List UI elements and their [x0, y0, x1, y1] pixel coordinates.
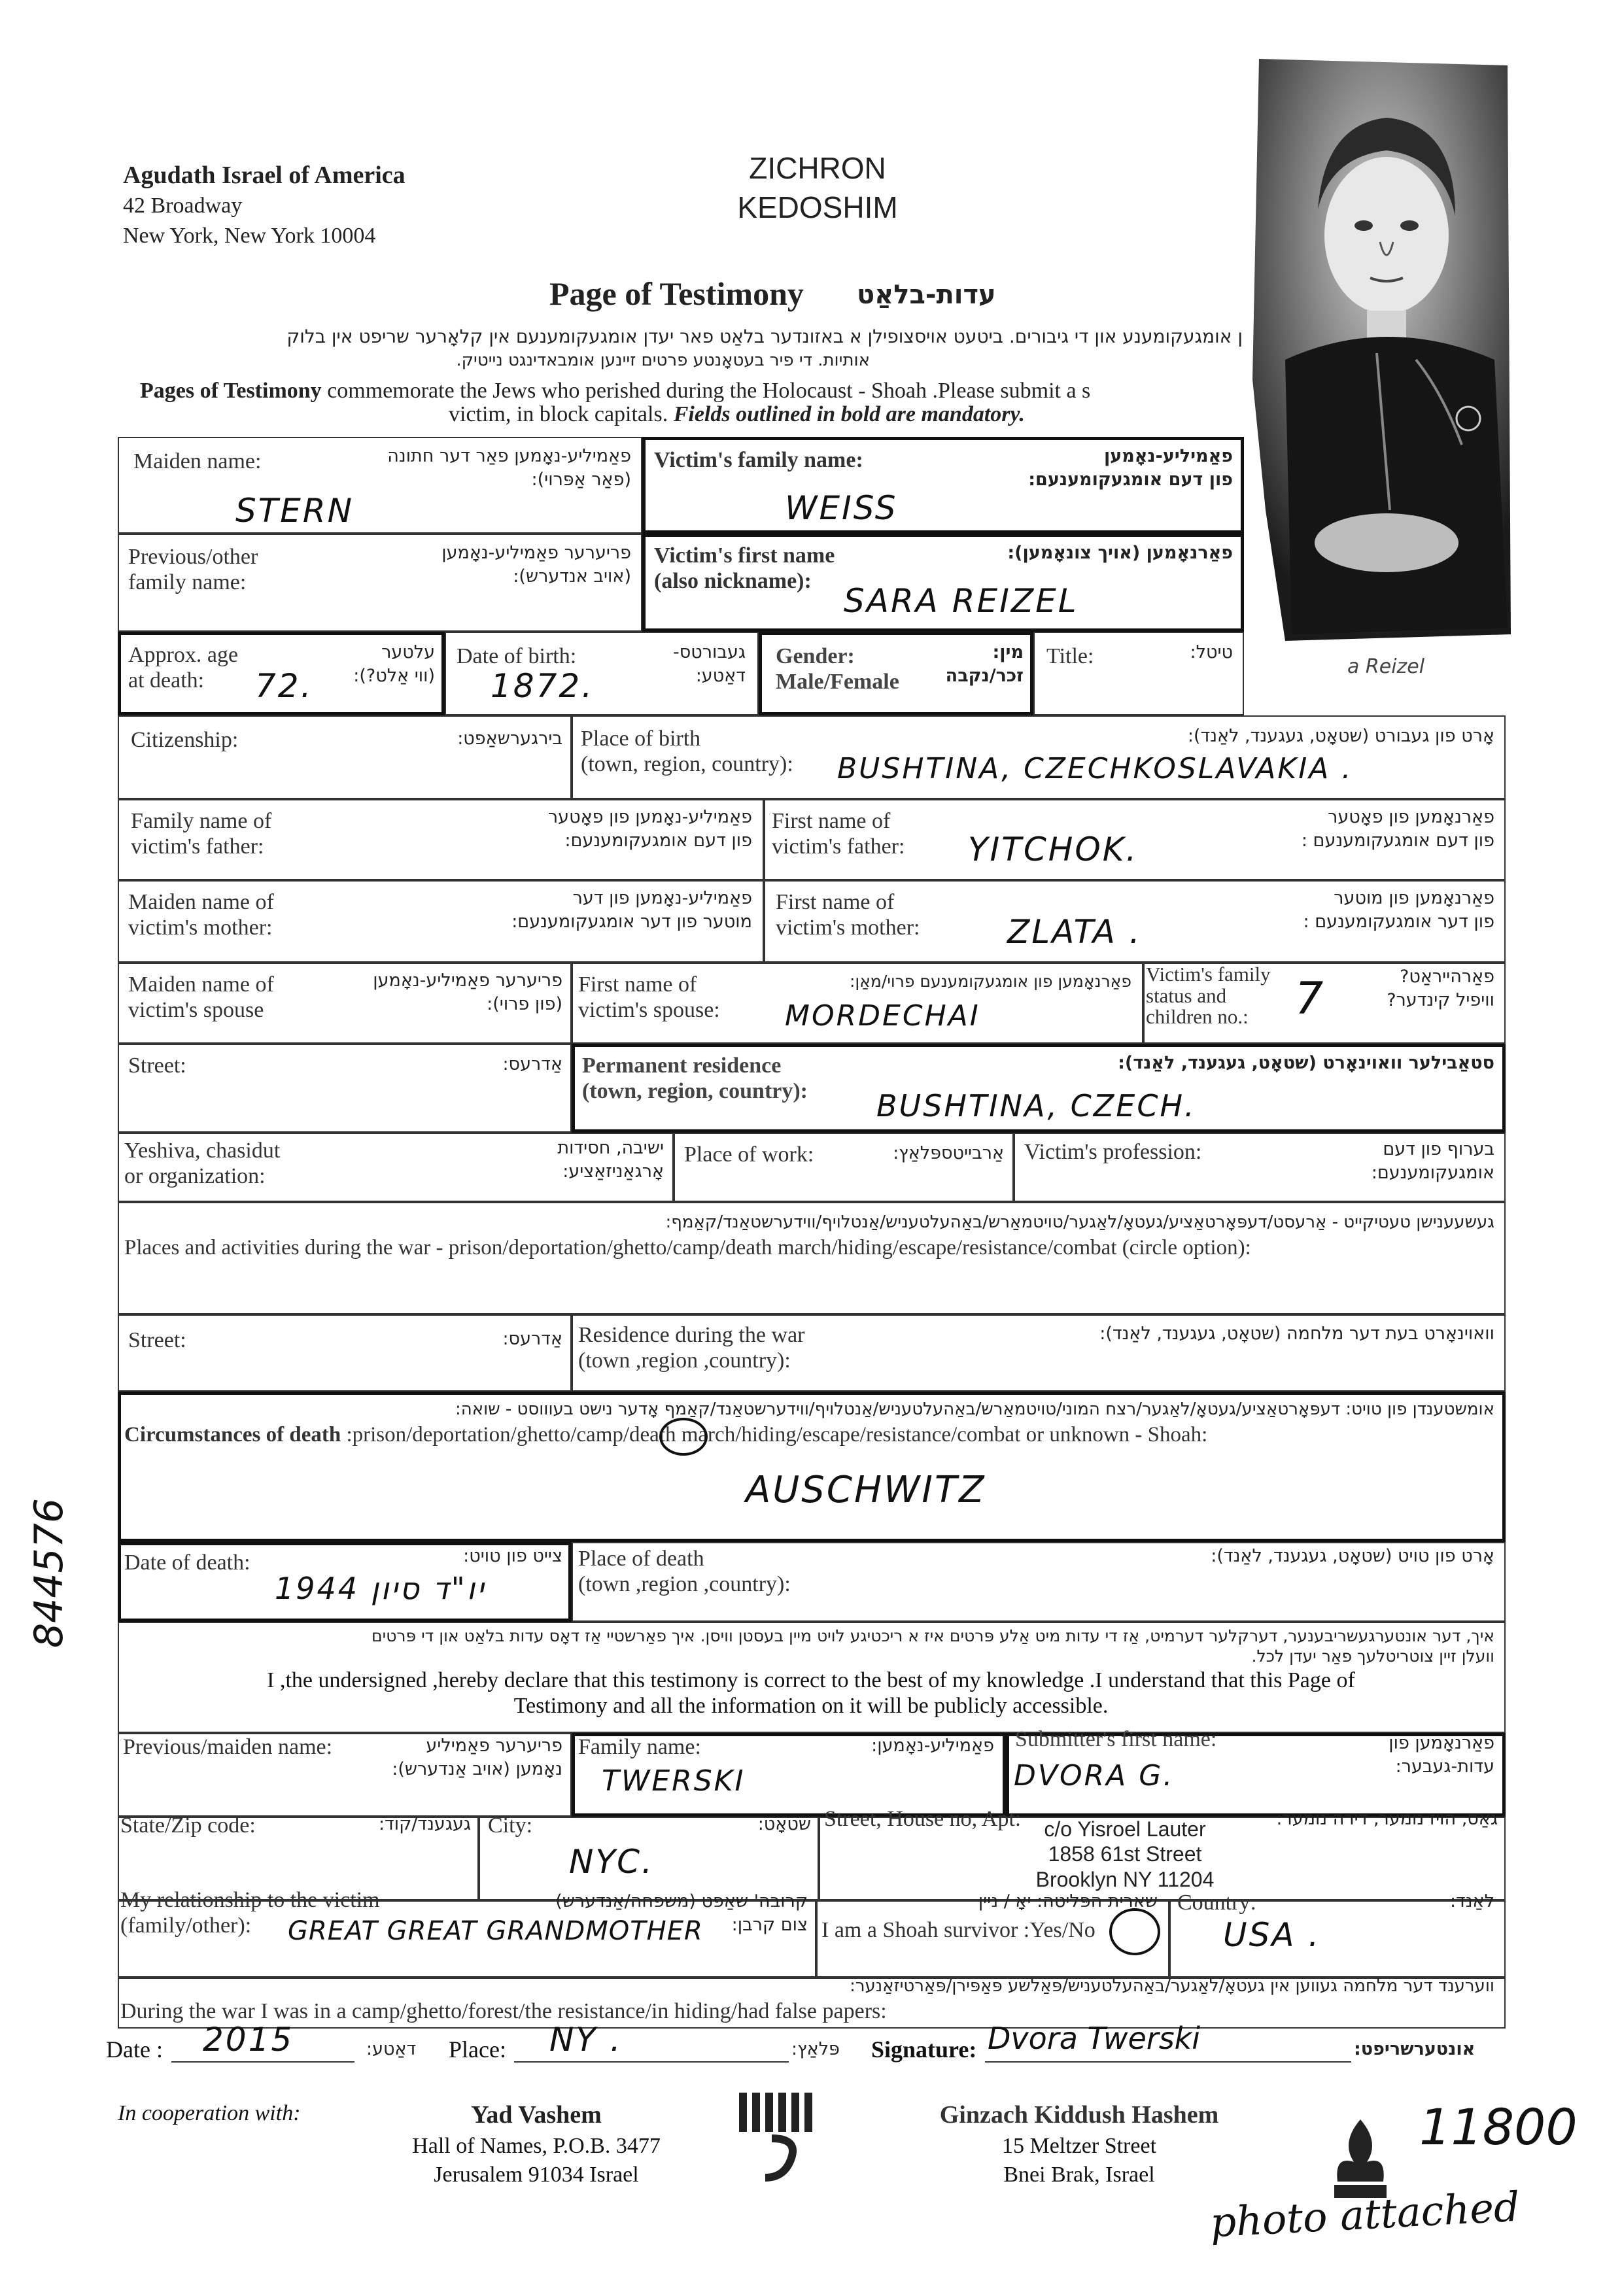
family-name-value[interactable]: WEISS [785, 489, 898, 527]
father-first-value[interactable]: YITCHOK. [968, 831, 1139, 868]
house-label-he: גאַס, הויז נומער, דירה נומער: [1276, 1809, 1498, 1829]
war-residence-label: Residence during the war (town ,region ,country): [578, 1323, 805, 1373]
page-title-hebrew: עדות-בלאַט [857, 280, 996, 310]
ginzach-title: Ginzach Kiddush Hashem [939, 2101, 1219, 2129]
family-status-label: Victim's family status and children no.: [1146, 963, 1271, 1029]
dob-label: Date of birth: [457, 644, 577, 668]
yad-vashem-title: Yad Vashem [471, 2101, 602, 2129]
org-name: Agudath Israel of America [123, 162, 406, 189]
pod-label-he: אָרט פון טויט (שטאָט, געגענד, לאַנד): [1211, 1546, 1494, 1566]
intro-bold-text: Pages of Testimony [140, 379, 322, 403]
intro-english-2 [449, 402, 1025, 427]
cooperation-label: In cooperation with: [118, 2101, 301, 2125]
intro-hebrew-1: ן אומגעקומענע און די גיבורים. ביטעט אויסצופילן א באזונדער בלאַט פאר יעדן אומגעקומענעם אין קלאָרער שריפט אין בלוק [286, 326, 1243, 347]
place-line [514, 2061, 789, 2063]
intro-text-2: victim, in block capitals. [449, 402, 674, 426]
first-name-value[interactable]: SARA REIZEL [844, 582, 1078, 620]
yeshiva-label: Yeshiva, chasidut or organization: [124, 1139, 281, 1189]
father-family-label: Family name of victim's father: [131, 809, 272, 859]
side-handwritten-number: 844576 [26, 1498, 72, 1648]
signature-label: Signature: [871, 2036, 977, 2063]
submitter-family-value[interactable]: TWERSKI [602, 1764, 746, 1798]
handwritten-photo-note: photo attached [1209, 2182, 1521, 2247]
during-war-label: During the war I was in a camp/ghetto/forest/the resistance/in hiding/had false papers: [120, 1999, 887, 2023]
stamp-line2: 1858 61st Street [1048, 1842, 1202, 1866]
intro-mandatory-note: Fields outlined in bold are mandatory. [673, 402, 1025, 426]
perm-residence-value[interactable]: BUSHTINA, CZECH. [876, 1088, 1196, 1123]
title-label: Title: [1046, 644, 1094, 668]
circumstances-label-he: אומשטענדן פון טויט: דעפּאָרטאַציע/געטאָ/לאַגער/רצח המוני/טויטמאַרש/באַהעלטעניש/אַנטלויף/ווידערשטאַנד/קאַמף אָדער נישט בעוווסט - שואה: [455, 1399, 1494, 1419]
submitter-first-value[interactable]: DVORA G. [1014, 1759, 1175, 1792]
family-name-label-he: פאַמיליע-נאָמען פון דעם אומגעקומענעם: [1028, 446, 1233, 490]
mother-first-value[interactable]: ZLATA . [1007, 913, 1142, 951]
page-title: Page of Testimony [549, 275, 804, 312]
father-first-label-he: פאַרנאָמען פון פאָטער פון דעם אומגעקומענעם : [1301, 807, 1494, 851]
work-label: Place of work: [684, 1142, 814, 1167]
relationship-label-he: קרובה' שאַפט (משפחה/אַנדערש) צום קרבן: [555, 1891, 808, 1936]
declaration-hebrew: איך, דער אונטערגעשריבענער, דערקלער דערמיט, אַז די עדות מיט אַלע פּרטים איז א ריכטיגע לויט מיין בעסטן וויסן. איך פאַרשטיי אַז דאָס עדות בלאַט און די פּרטים וועלן זיין צוטריטלעך פאַר יעדן לכל. [371, 1626, 1494, 1666]
first-name-label-he: פאַרנאָמען (אויך צונאָמען): [1007, 543, 1233, 563]
submitter-first-label-he: פאַרנאָמען פון עדות-געבער: [1389, 1733, 1494, 1777]
spouse-first-label-he: פאַרנאָמען פון אומגעקומענעם פרוי/מאַן: [849, 972, 1131, 991]
intro-text: commemorate the Jews who perished during the Holocaust - Shoah .Please submit a s [321, 379, 1091, 403]
family-status-value[interactable]: 7 [1295, 973, 1326, 1025]
circumstances-title: Circumstances of death [124, 1423, 341, 1447]
pob-label-he: אָרט פון געבורט (שטאָט, געגענד, לאַנד): [1187, 726, 1494, 746]
signature-value[interactable]: Dvora Twerski [988, 2021, 1201, 2056]
country-label: Country: [1177, 1891, 1256, 1915]
yad-vashem-address2: Jerusalem 91034 Israel [434, 2163, 639, 2187]
spouse-maiden-label: Maiden name of victim's spouse [128, 972, 274, 1023]
survivor-label-he: שארית הפּליטה: יאָ / ניין [978, 1891, 1158, 1911]
relationship-value[interactable]: GREAT GREAT GRANDMOTHER [288, 1916, 703, 1946]
org-address-line1: 42 Broadway [123, 194, 243, 218]
first-name-label: Victim's first name (also nickname): [654, 543, 835, 594]
citizenship-label-he: בירגערשאַפט: [457, 728, 562, 749]
maiden-name-value[interactable]: STERN [235, 492, 354, 530]
date-value[interactable]: 2015 [203, 2021, 294, 2059]
ginzach-address2: Bnei Brak, Israel [1003, 2163, 1155, 2187]
spouse-maiden-label-he: פריערער פאַמיליע-נאָמען (פון פרוי): [373, 970, 562, 1015]
flame-icon [1328, 2116, 1393, 2201]
pod-label: Place of death (town ,region ,country): [578, 1547, 791, 1597]
maiden-name-label: Maiden name: [133, 449, 262, 473]
submitter-family-label-he: פאַמיליע-נאָמען: [871, 1736, 994, 1756]
place-label: Place: [449, 2036, 506, 2063]
org-address-line2: New York, New York 10004 [123, 224, 376, 248]
mother-first-label: First name of victim's mother: [776, 890, 920, 940]
place-label-he: פּלאַץ: [791, 2039, 840, 2059]
date-label-he: דאַטע: [366, 2039, 417, 2059]
dob-label-he: געבורטס- דאַטע: [672, 642, 746, 687]
family-name-label: Victim's family name: [654, 448, 863, 472]
work-label-he: אַרבייטספּלאַץ: [893, 1143, 1004, 1163]
pob-label: Place of birth (town, region, country): [581, 727, 793, 777]
citizenship-label: Citizenship: [131, 728, 239, 752]
signature-line [985, 2061, 1351, 2063]
age-label: Approx. age at death: [128, 643, 239, 693]
street-label-he: אַדרעס: [502, 1054, 562, 1074]
portrait-photo-image [1246, 52, 1514, 654]
circumstances-options: :prison/deportation/ghetto/camp/death march/hiding/escape/resistance/combat or unknown - Shoah: [341, 1423, 1208, 1447]
yad-vashem-logo [733, 2086, 831, 2184]
handwritten-number: 11800 [1419, 2098, 1578, 2156]
gender-label: Gender: Male/Female [776, 644, 899, 694]
camp-circle-mark [659, 1418, 708, 1456]
form-title-line1: ZICHRON [749, 151, 886, 185]
submitter-prev-label: Previous/maiden name: [123, 1735, 333, 1759]
country-label-he: לאַנד: [1449, 1891, 1494, 1911]
form-title-line2: KEDOSHIM [737, 190, 898, 224]
circumstances-value[interactable]: AUSCHWITZ [746, 1469, 986, 1511]
date-label: Date : [106, 2036, 163, 2063]
title-label-he: טיטל: [1190, 642, 1233, 662]
survivor-label: I am a Shoah survivor :Yes/No [821, 1918, 1096, 1942]
war-places-label: Places and activities during the war - prison/deportation/ghetto/camp/death march/hiding/escape/resistance/combat (circle option): [124, 1236, 1251, 1259]
previous-name-label-he: פריערער פאַמיליע-נאָמען (אויב אנדערש): [441, 543, 631, 587]
menorah-icon [733, 2086, 831, 2184]
stamp-line3: Brooklyn NY 11204 [1035, 1867, 1215, 1891]
war-street-label: Street: [128, 1328, 186, 1352]
submitter-prev-label-he: פריערער פאַמיליע נאָמען (אויב אַנדערש): [392, 1736, 562, 1780]
age-label-he: עלטער (ווי אַלט?): [353, 642, 435, 687]
mother-maiden-label-he: פאַמיליע-נאָמען פון דער מוטער פון דער אומגעקומענעם: [511, 888, 752, 933]
profession-label: Victim's profession: [1024, 1140, 1202, 1164]
age-value[interactable]: 72. [255, 667, 313, 705]
address-stamp [968, 1817, 1282, 1892]
mother-first-label-he: פאַרנאָמען פון מוטער פון דער אומגעקומענעם : [1303, 888, 1494, 933]
spouse-first-value[interactable]: MORDECHAI [785, 999, 980, 1033]
city-value[interactable]: NYC. [569, 1843, 654, 1881]
no-circle-mark [1109, 1908, 1160, 1955]
yeshiva-label-he: ישיבה, חסידות אָרגאַניזאַציע: [557, 1138, 664, 1182]
state-label-he: געגענד/קוד: [378, 1814, 471, 1834]
relationship-label: My relationship to the victim (family/other): [120, 1888, 380, 1938]
war-street-label-he: אַדרעס: [502, 1329, 562, 1349]
house-label: Street, House no, Apt: [824, 1807, 1022, 1831]
signature-label-he: אונטערשריפט: [1354, 2039, 1475, 2059]
spouse-first-label: First name of victim's spouse: [578, 972, 720, 1023]
country-value[interactable]: USA . [1223, 1916, 1321, 1954]
perm-residence-label-he: סטאַבילער וואוינאָרט (שטאָט, געגענד, לאַנד): [1118, 1053, 1494, 1073]
dod-label: Date of death: [124, 1551, 250, 1575]
father-family-label-he: פאַמיליע-נאָמען פון פאָטער פון דעם אומגעקומענעם: [547, 807, 752, 851]
pob-value[interactable]: BUSHTINA, CZECHKOSLAVAKIA . [837, 752, 1353, 785]
submitter-family-label: Family name: [578, 1735, 701, 1759]
war-places-label-he: געשעענישן טעטיקייט - אַרעסט/דעפּאָרטאַציע/געטאָ/לאַגער/טויטמאַרש/באַהעלטעניש/אַנטלויף/ווידערשטאַנד/קאַמף: [665, 1212, 1494, 1232]
intro-hebrew-2: אותיות. די פיר בעטאָנטע פרטים זיינען אומבאדינגט נייטיק. [456, 351, 870, 370]
family-status-label-he: פאַרהייראַט? וויפיל קינדער? [1387, 967, 1494, 1011]
submitter-first-label: Submitter's first name: [1015, 1727, 1217, 1751]
maiden-name-label-he: פאַמיליע-נאָמען פאַר דער חתונה (פאַר אַפּרוי): [387, 446, 631, 490]
perm-residence-label: Permanent residence (town, region, country): [582, 1054, 808, 1104]
gender-label-he: מין: זכר/נקבה [945, 642, 1024, 687]
state-label: State/Zip code: [120, 1813, 256, 1838]
victim-photo [1246, 52, 1514, 654]
declaration-english: I ,the undersigned ,hereby declare that this testimony is correct to the best of my knowledge .I understand that this Page of Testimony and all the information on it will be publicly accessible. [267, 1668, 1355, 1719]
street-label: Street: [128, 1054, 186, 1078]
dob-value[interactable]: 1872. [491, 667, 595, 705]
intro-english-1 [140, 378, 1090, 403]
war-residence-label-he: וואוינאָרט בעת דער מלחמה (שטאָט, געגענד, לאַנד): [1099, 1324, 1494, 1344]
profession-label-he: בערוף פון דעם אומגעקומענעם: [1371, 1139, 1494, 1184]
during-war-label-he: ווערענד דער מלחמה געווען אין געטאָ/לאַגער/באַהעלטעניש/פּאַלשע פּאַפּירן/פּאַרטיזאַנער: [850, 1976, 1494, 1996]
city-label: City: [488, 1813, 533, 1838]
date-line [171, 2061, 354, 2063]
yad-vashem-address1: Hall of Names, P.O.B. 3477 [412, 2134, 661, 2158]
father-first-label: First name of victim's father: [772, 809, 905, 859]
place-value[interactable]: NY . [549, 2021, 623, 2059]
dod-label-he: צייט פון טויט: [463, 1546, 562, 1566]
photo-caption: a Reizel [1347, 655, 1425, 678]
ginzach-address1: 15 Meltzer Street [1001, 2134, 1157, 2158]
dod-value[interactable]: 1944 יו"ד סיון [275, 1571, 486, 1606]
mother-maiden-label: Maiden name of victim's mother: [128, 890, 274, 940]
city-label-he: שטאָט: [757, 1814, 811, 1834]
stamp-line1: c/o Yisroel Lauter [1044, 1817, 1206, 1841]
ginzach-logo [1328, 2116, 1393, 2201]
previous-name-label: Previous/other family name: [128, 545, 258, 595]
